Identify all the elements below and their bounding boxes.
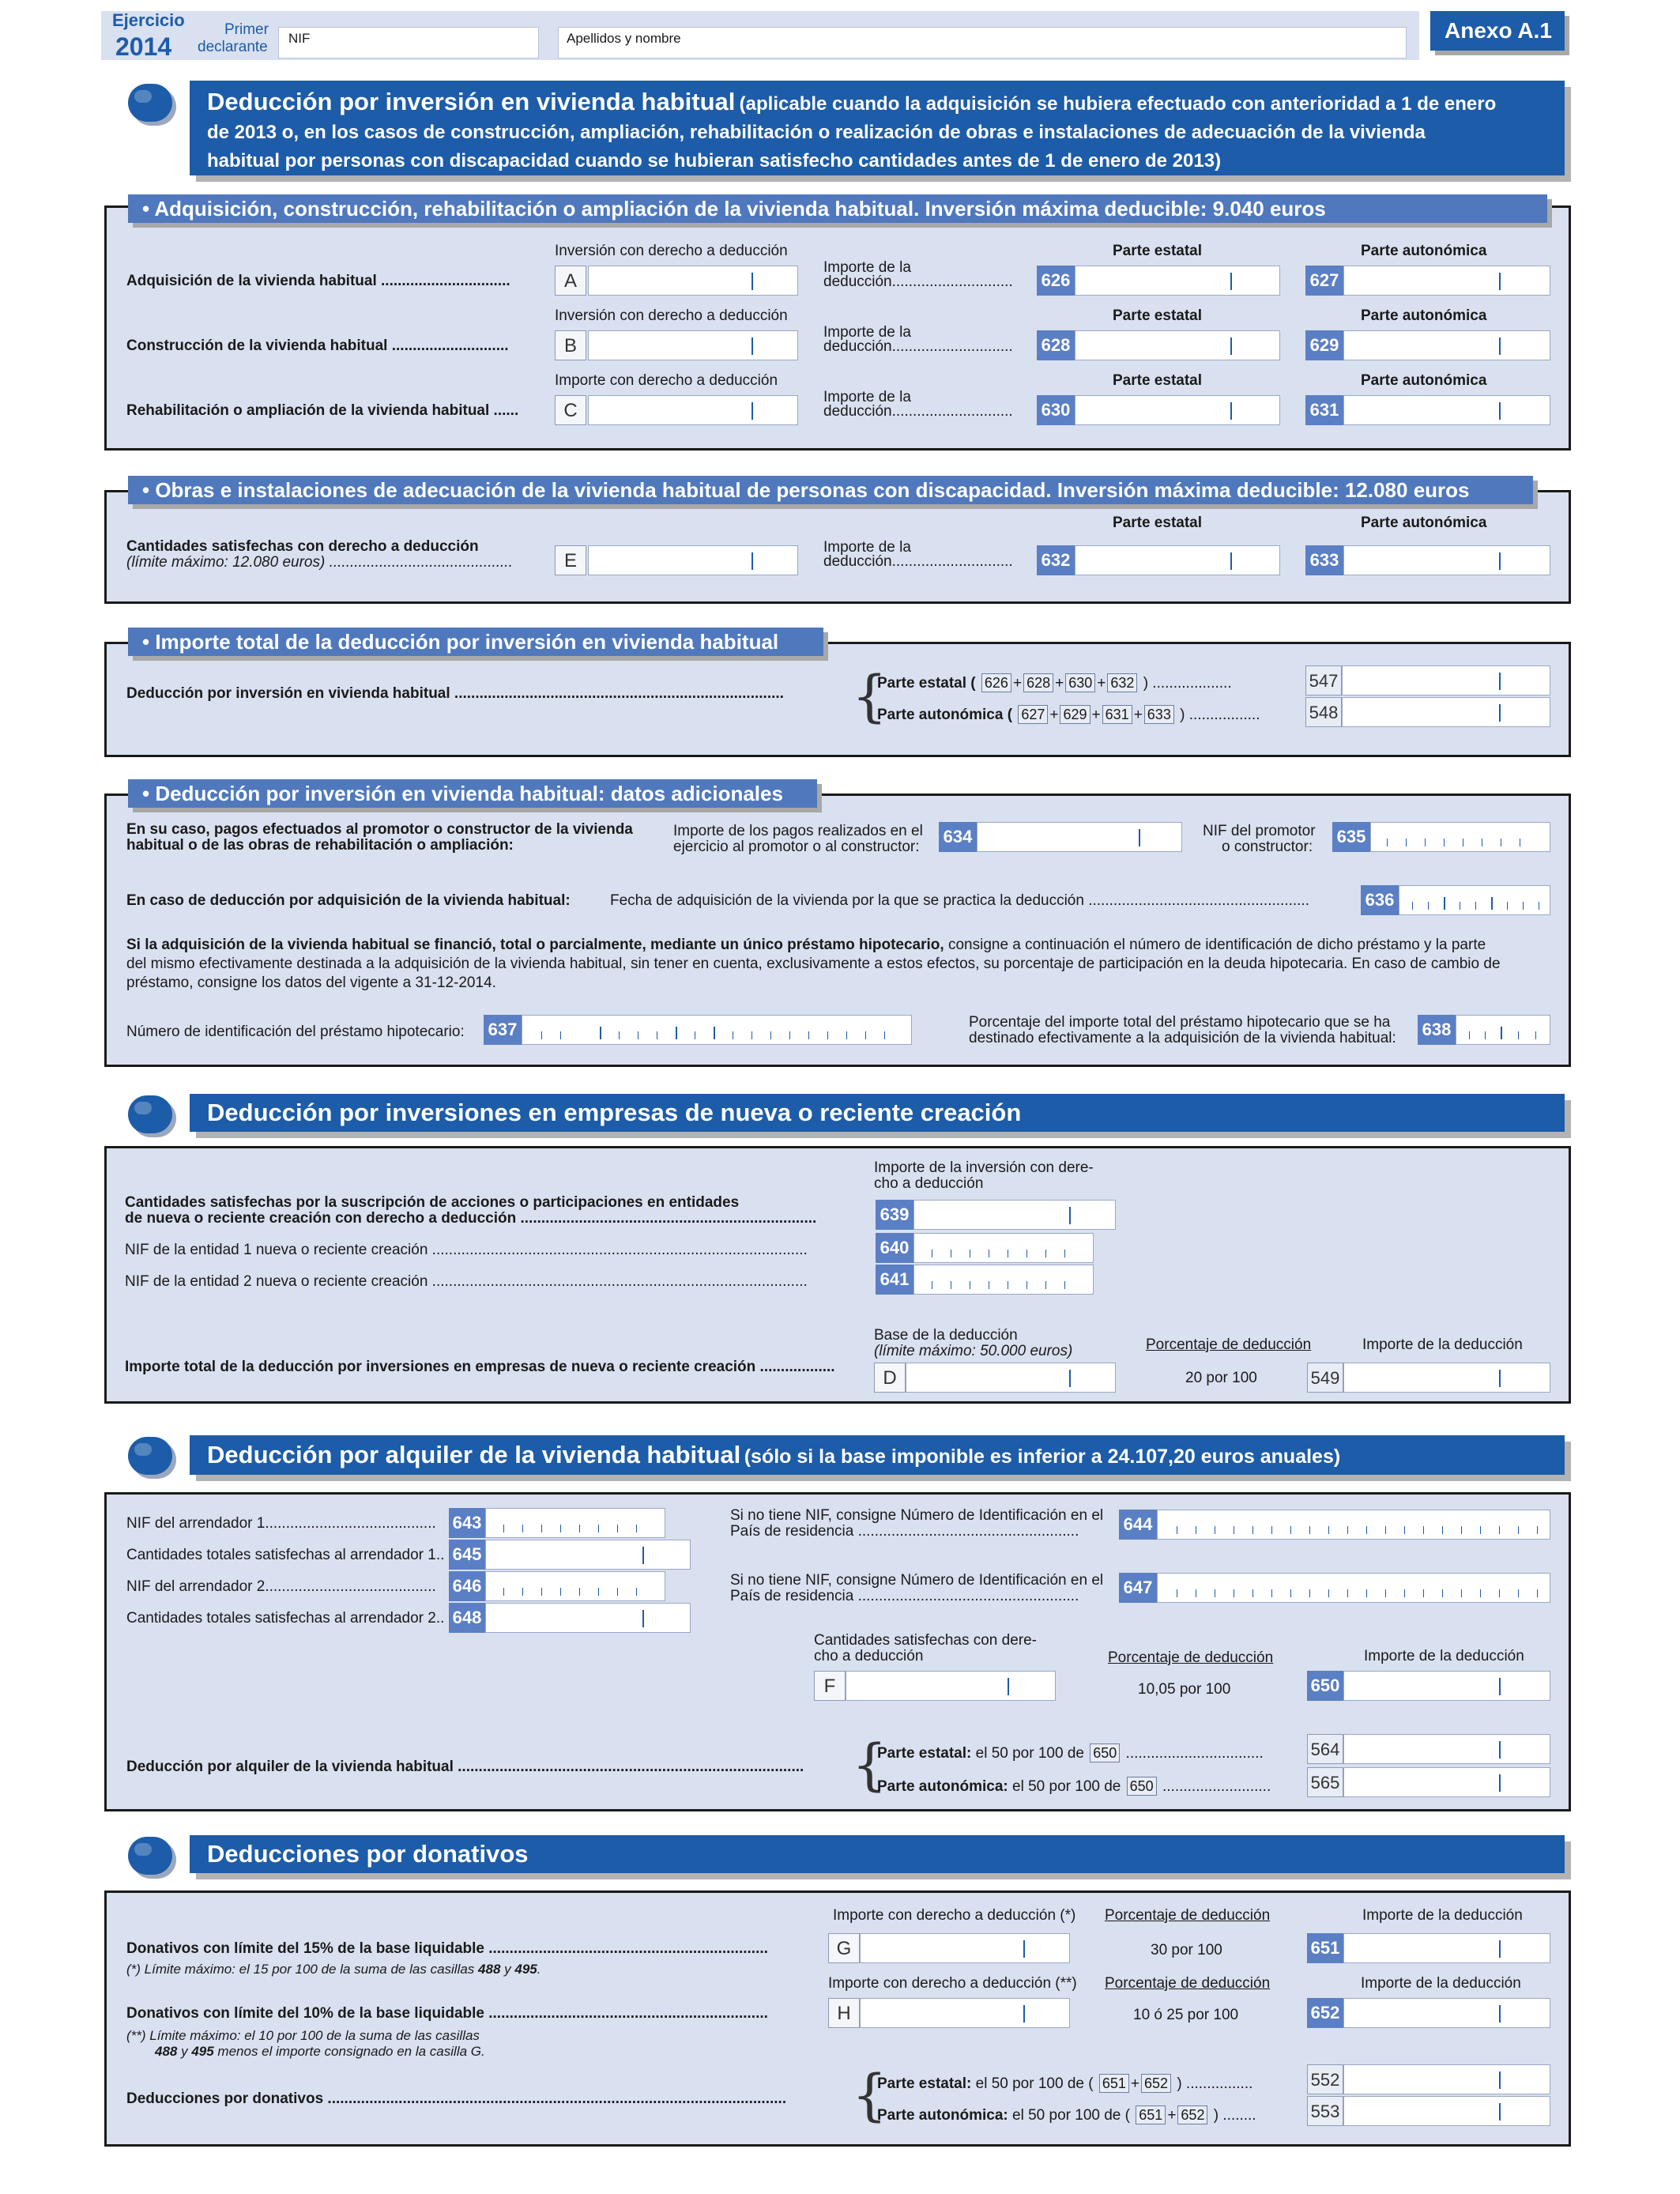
sub-obras: • Obras e instalaciones de adecuación de la vivienda habitual de personas con discapacidad. Inversión máxima deducible: 12.080 euros bbox=[128, 476, 1533, 504]
donativos-porc15: 30 por 100 bbox=[1151, 1942, 1222, 1958]
hint-c: Importe con derecho a deducción bbox=[555, 372, 778, 389]
code-636: 636 bbox=[1361, 885, 1399, 915]
field-565[interactable] bbox=[1343, 1767, 1550, 1797]
nif-label: NIF bbox=[288, 31, 311, 46]
letter-e: E bbox=[555, 545, 586, 575]
section-dot bbox=[128, 1837, 172, 1875]
name-field[interactable] bbox=[558, 27, 1407, 58]
code-552: 552 bbox=[1307, 2064, 1343, 2094]
code-652: 652 bbox=[1307, 1998, 1343, 2028]
alquiler-sinnif-1b: Si no tiene NIF, consigne Número de Identificación en el bbox=[730, 1572, 1104, 1589]
field-648[interactable] bbox=[485, 1603, 691, 1633]
sub-total-vivienda: • Importe total de la deducción por inversión en vivienda habitual bbox=[128, 628, 823, 656]
donativos-porc-label-2: Porcentaje de deducción bbox=[1105, 1975, 1271, 1992]
field-632[interactable] bbox=[1075, 545, 1280, 575]
donativos-10-note-1: (**) Límite máximo: el 10 por 100 de la suma de las casillas bbox=[126, 2028, 480, 2043]
label-adquisicion: Adquisición de la vivienda habitual ............................... bbox=[126, 273, 510, 289]
ejercicio-label: Ejercicio bbox=[112, 10, 185, 30]
letter-a: A bbox=[555, 266, 586, 296]
field-644[interactable] bbox=[1157, 1510, 1550, 1540]
code-647: 647 bbox=[1119, 1573, 1157, 1603]
importe-label-b: Importe de la deducción............................. bbox=[823, 324, 1013, 355]
field-629[interactable] bbox=[1343, 330, 1550, 360]
section-dot bbox=[128, 1437, 172, 1475]
pagos-label-2: habitual o de las obras de rehabilitación o ampliación: bbox=[126, 837, 514, 854]
col-estatal-2: Parte estatal bbox=[1113, 307, 1203, 324]
field-631[interactable] bbox=[1343, 395, 1550, 425]
code-632: 632 bbox=[1037, 545, 1075, 575]
empresas-porc-value: 20 por 100 bbox=[1185, 1370, 1257, 1386]
name-label: Apellidos y nombre bbox=[567, 31, 681, 46]
field-627[interactable] bbox=[1343, 266, 1550, 296]
prestamo-text-3: préstamo, consigne los datos del vigente a 31-12-2014. bbox=[126, 974, 496, 991]
field-548[interactable] bbox=[1342, 697, 1550, 727]
field-640[interactable] bbox=[913, 1233, 1094, 1263]
donativos-hint-g: Importe con derecho a deducción (*) bbox=[833, 1907, 1076, 1924]
prestamo-text-1: Si la adquisición de la vivienda habitual se financió, total o parcialmente, mediante un único préstamo hipotecario, consigne a continuación el número de identificación de dicho préstamo y la parte bbox=[126, 937, 1486, 953]
empresas-imp-hint-2: cho a deducción bbox=[874, 1175, 984, 1192]
field-d[interactable] bbox=[906, 1363, 1116, 1393]
alquiler-sinnif-1a: Si no tiene NIF, consigne Número de Identificación en el bbox=[730, 1507, 1104, 1524]
field-645[interactable] bbox=[485, 1540, 691, 1570]
alquiler-ded-label: Deducción por alquiler de la vivienda habitual ................................................................................... bbox=[126, 1759, 804, 1775]
field-h[interactable] bbox=[860, 1998, 1070, 2028]
alquiler-sinnif-2b: País de residencia ..................................................... bbox=[730, 1588, 1079, 1604]
alquiler-cant-arr1: Cantidades totales satisfechas al arrendador 1.. bbox=[126, 1547, 445, 1563]
field-g[interactable] bbox=[860, 1933, 1070, 1963]
empresas-total-label: Importe total de la deducción por inversiones en empresas de nueva o reciente creación .................. bbox=[125, 1359, 835, 1375]
code-640: 640 bbox=[876, 1233, 913, 1263]
donativos-title: Deducciones por donativos bbox=[190, 1835, 1565, 1873]
col-autonomica-2: Parte autonómica bbox=[1361, 307, 1487, 324]
donativos-importe-label-2: Importe de la deducción bbox=[1361, 1975, 1521, 1992]
total-auton-line: Parte autonómica ( 627 + 629 + 631 + 633 ) ................. bbox=[877, 707, 1260, 723]
empresas-title: Deducción por inversiones en empresas de nueva o reciente creación bbox=[190, 1094, 1565, 1132]
alquiler-sinnif-2a: País de residencia ..................................................... bbox=[730, 1523, 1079, 1540]
code-548: 548 bbox=[1305, 697, 1342, 727]
alquiler-nif-arr1: NIF del arrendador 1......................................... bbox=[126, 1515, 436, 1532]
letter-c: C bbox=[555, 395, 586, 425]
letter-d: D bbox=[874, 1363, 906, 1393]
alquiler-cant-arr2: Cantidades totales satisfechas al arrendador 2.. bbox=[126, 1610, 445, 1627]
letter-g: G bbox=[828, 1933, 860, 1963]
importe-label-a: Importe de la deducción............................. bbox=[823, 259, 1013, 290]
field-635[interactable] bbox=[1370, 822, 1550, 852]
empresas-nif2: NIF de la entidad 2 nueva o reciente creación .......................................................................................... bbox=[125, 1273, 808, 1290]
code-564: 564 bbox=[1307, 1734, 1343, 1764]
donativos-porc-label-1: Porcentaje de deducción bbox=[1105, 1907, 1271, 1924]
alquiler-nif-arr2: NIF del arrendador 2......................................... bbox=[126, 1578, 436, 1595]
empresas-porc-label: Porcentaje de deducción bbox=[1146, 1336, 1312, 1353]
empresas-base-2: (límite máximo: 50.000 euros) bbox=[874, 1343, 1073, 1359]
field-651[interactable] bbox=[1343, 1933, 1550, 1963]
num-prestamo-label: Número de identificación del préstamo hipotecario: bbox=[126, 1023, 465, 1040]
field-641[interactable] bbox=[913, 1265, 1094, 1295]
field-646[interactable] bbox=[485, 1571, 665, 1601]
hint-a: Inversión con derecho a deducción bbox=[555, 243, 788, 259]
col-autonomica-1: Parte autonómica bbox=[1361, 243, 1487, 259]
col-autonomica-4: Parte autonómica bbox=[1361, 515, 1487, 531]
brace-2: { bbox=[852, 1732, 887, 1797]
col-estatal-4: Parte estatal bbox=[1113, 515, 1203, 531]
section-dot bbox=[128, 84, 172, 122]
alquiler-title: Deducción por alquiler de la vivienda habitual (sólo si la base imponible es inferior a 24.107,20 euros anuales) bbox=[190, 1435, 1565, 1475]
importe-label-e: Importe de la deducción............................. bbox=[823, 539, 1013, 570]
empresas-importe-label: Importe de la deducción bbox=[1362, 1336, 1523, 1353]
code-631: 631 bbox=[1305, 395, 1343, 425]
field-e[interactable] bbox=[588, 545, 798, 575]
annex-badge: Anexo A.1 bbox=[1430, 11, 1565, 51]
field-f[interactable] bbox=[846, 1671, 1056, 1701]
field-a[interactable] bbox=[588, 266, 798, 296]
donativos-auton-line: Parte autonómica: el 50 por 100 de ( 651 + 652 ) ........ bbox=[877, 2107, 1256, 2124]
code-627: 627 bbox=[1305, 266, 1343, 296]
declarante-label-2: declarante bbox=[198, 39, 268, 55]
fecha-desc: Fecha de adquisición de la vivienda por la que se practica la deducción ..................................................... bbox=[610, 892, 1309, 909]
col-autonomica-3: Parte autonómica bbox=[1361, 372, 1487, 389]
field-652[interactable] bbox=[1343, 1998, 1550, 2028]
code-651: 651 bbox=[1307, 1933, 1343, 1963]
obras-label: Cantidades satisfechas con derecho a deducción bbox=[126, 538, 479, 555]
code-565: 565 bbox=[1307, 1767, 1343, 1797]
pagos-importe-2: ejercicio al promotor o al constructor: bbox=[673, 839, 920, 855]
nif-promotor-1: NIF del promotor bbox=[1203, 823, 1316, 839]
letter-b: B bbox=[555, 330, 586, 360]
code-633: 633 bbox=[1305, 545, 1343, 575]
sub-adquisicion: • Adquisición, construcción, rehabilitación o ampliación de la vivienda habitual. Inversión máxima deducible: 9.040 euros bbox=[128, 194, 1547, 223]
code-639: 639 bbox=[876, 1200, 913, 1230]
field-c[interactable] bbox=[588, 395, 798, 425]
field-636[interactable] bbox=[1399, 885, 1550, 915]
field-639[interactable] bbox=[913, 1200, 1116, 1230]
field-638[interactable] bbox=[1456, 1015, 1550, 1045]
alquiler-cant-hint-1: Cantidades satisfechas con dere- bbox=[814, 1632, 1037, 1649]
sub-datos-adicionales: • Deducción por inversión en vivienda habitual: datos adicionales bbox=[128, 779, 817, 808]
code-626: 626 bbox=[1037, 266, 1075, 296]
code-638: 638 bbox=[1418, 1015, 1456, 1045]
field-626[interactable] bbox=[1075, 266, 1280, 296]
prestamo-text-2: del mismo efectivamente destinada a la adquisición de la vivienda habitual, sin tener en cuenta, exclusivamente a estos efectos, su porcentaje de participación en la deuda hipotecaria. En caso de cambio de bbox=[126, 956, 1501, 972]
donativos-estatal-line: Parte estatal: el 50 por 100 de ( 651 + 652 ) ................ bbox=[877, 2075, 1253, 2092]
empresas-cant-2: de nueva o reciente creación con derecho a deducción ....................................................................... bbox=[125, 1210, 817, 1227]
donativos-importe-label-1: Importe de la deducción bbox=[1362, 1907, 1523, 1924]
field-564[interactable] bbox=[1343, 1734, 1550, 1764]
col-estatal-3: Parte estatal bbox=[1113, 372, 1203, 389]
code-644: 644 bbox=[1119, 1510, 1157, 1540]
code-549: 549 bbox=[1307, 1363, 1343, 1393]
section-dot bbox=[128, 1095, 172, 1133]
nif-promotor-2: o constructor: bbox=[1222, 839, 1313, 855]
total-estatal-line: Parte estatal ( 626 + 628 + 630 + 632 ) ................... bbox=[877, 675, 1232, 692]
hint-b: Inversión con derecho a deducción bbox=[555, 307, 788, 324]
ejercicio-year: 2014 bbox=[115, 32, 172, 61]
importe-label-c: Importe de la deducción............................. bbox=[823, 389, 1013, 420]
field-553[interactable] bbox=[1343, 2096, 1550, 2126]
field-633[interactable] bbox=[1343, 545, 1550, 575]
empresas-cant-1: Cantidades satisfechas por la suscripción de acciones o participaciones en entidades bbox=[125, 1194, 740, 1211]
alquiler-porc-label: Porcentaje de deducción bbox=[1108, 1649, 1274, 1666]
code-648: 648 bbox=[449, 1603, 485, 1633]
brace-3: { bbox=[852, 2063, 887, 2128]
code-643: 643 bbox=[449, 1508, 485, 1538]
field-634[interactable] bbox=[977, 822, 1182, 852]
code-634: 634 bbox=[939, 822, 977, 852]
obras-note: (límite máximo: 12.080 euros) ............................................ bbox=[126, 554, 513, 571]
letter-h: H bbox=[828, 1998, 860, 2028]
empresas-imp-hint-1: Importe de la inversión con dere- bbox=[874, 1159, 1094, 1176]
brace-1: { bbox=[852, 664, 887, 729]
total-vivienda-label: Deducción por inversión en vivienda habitual ............................................................................... bbox=[126, 685, 784, 702]
donativos-hint-h: Importe con derecho a deducción (**) bbox=[828, 1975, 1077, 1992]
field-637[interactable] bbox=[522, 1015, 912, 1045]
vivienda-main-title: Deducción por inversión en vivienda habitual (aplicable cuando la adquisición se hubiera efectuado con anterioridad a 1 de enero de 2013 o, en los casos de construcción, ampliación, rehabilitación o realización de obras e instalaciones de adecuación de la vivienda habitual por personas con discapacidad cuando se hubieran satisfecho cantidades antes de 1 de enero de 2013) bbox=[190, 81, 1565, 175]
code-646: 646 bbox=[449, 1571, 485, 1601]
field-552[interactable] bbox=[1343, 2064, 1550, 2094]
code-645: 645 bbox=[449, 1540, 485, 1570]
code-635: 635 bbox=[1332, 822, 1370, 852]
donativos-ded-label: Deducciones por donativos .............................................................................................................. bbox=[126, 2090, 787, 2107]
declarante-label-1: Primer bbox=[224, 21, 269, 38]
code-629: 629 bbox=[1305, 330, 1343, 360]
code-628: 628 bbox=[1037, 330, 1075, 360]
field-643[interactable] bbox=[485, 1508, 665, 1538]
donativos-porc10: 10 ó 25 por 100 bbox=[1133, 2007, 1239, 2023]
code-637: 637 bbox=[484, 1015, 522, 1045]
alquiler-auton-line: Parte autonómica: el 50 por 100 de 650 .......................... bbox=[877, 1778, 1271, 1795]
pagos-label-1: En su caso, pagos efectuados al promotor o constructor de la vivienda bbox=[126, 821, 633, 838]
col-estatal-1: Parte estatal bbox=[1113, 243, 1203, 259]
field-647[interactable] bbox=[1157, 1573, 1550, 1603]
pagos-importe-1: Importe de los pagos realizados en el bbox=[673, 823, 923, 839]
code-547: 547 bbox=[1305, 665, 1342, 696]
code-650: 650 bbox=[1307, 1671, 1343, 1701]
field-549[interactable] bbox=[1343, 1363, 1550, 1393]
donativos-10-label: Donativos con límite del 10% de la base liquidable ................................................................... bbox=[126, 2005, 768, 2022]
letter-f: F bbox=[814, 1671, 846, 1701]
field-b[interactable] bbox=[588, 330, 798, 360]
empresas-base-1: Base de la deducción bbox=[874, 1327, 1018, 1344]
porcentaje-prestamo-2: destinado efectivamente a la adquisición de la vivienda habitual: bbox=[969, 1030, 1396, 1046]
donativos-15-note: (*) Límite máximo: el 15 por 100 de la suma de las casillas 488 y 495. bbox=[126, 1962, 541, 1977]
label-construccion: Construcción de la vivienda habitual ............................ bbox=[126, 337, 509, 354]
nif-field[interactable] bbox=[278, 27, 539, 58]
fecha-label: En caso de deducción por adquisición de la vivienda habitual: bbox=[126, 892, 571, 909]
empresas-nif1: NIF de la entidad 1 nueva o reciente creación .......................................................................................... bbox=[125, 1242, 808, 1258]
code-630: 630 bbox=[1037, 395, 1075, 425]
code-641: 641 bbox=[876, 1265, 913, 1295]
label-rehabilitacion: Rehabilitación o ampliación de la vivienda habitual ...... bbox=[126, 402, 519, 419]
alquiler-cant-hint-2: cho a deducción bbox=[814, 1648, 924, 1664]
porcentaje-prestamo-1: Porcentaje del importe total del préstamo hipotecario que se ha bbox=[969, 1014, 1391, 1031]
alquiler-importe-label: Importe de la deducción bbox=[1364, 1648, 1524, 1664]
field-547[interactable] bbox=[1342, 665, 1550, 696]
field-630[interactable] bbox=[1075, 395, 1280, 425]
code-553: 553 bbox=[1307, 2096, 1343, 2126]
donativos-15-label: Donativos con límite del 15% de la base liquidable ................................................................... bbox=[126, 1940, 768, 1957]
alquiler-estatal-line: Parte estatal: el 50 por 100 de 650 ................................. bbox=[877, 1745, 1264, 1762]
donativos-10-note-2: 488 y 495 menos el importe consignado en la casilla G. bbox=[155, 2044, 485, 2059]
field-628[interactable] bbox=[1075, 330, 1280, 360]
field-650[interactable] bbox=[1343, 1671, 1550, 1701]
alquiler-porc-value: 10,05 por 100 bbox=[1138, 1681, 1231, 1698]
